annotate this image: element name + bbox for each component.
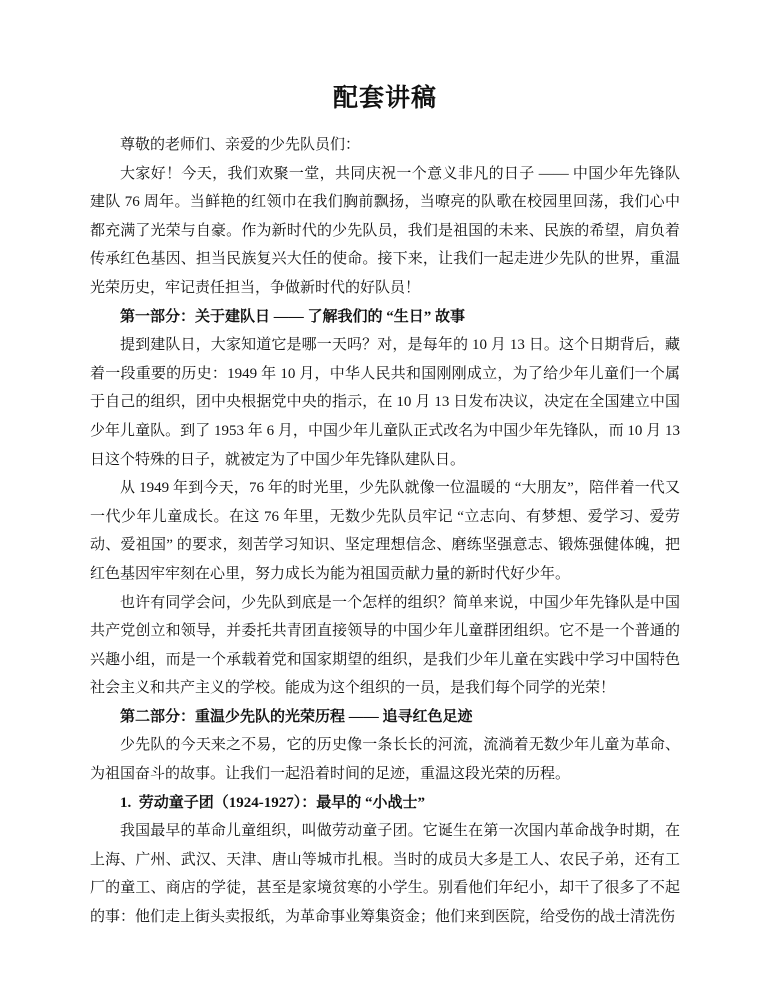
heading-1-labor-children-corps: 1. 劳动童子团（1924-1927）：最早的 “小战士” bbox=[120, 794, 425, 811]
paragraph-founding-day-history: 提到建队日，大家知道它是哪一天吗？对，是每年的 10 月 13 日。这个日期背后，藏着一段重要的历史：1949 年 10 月，中华人民共和国刚刚成立，为了给少年儿童们一个属于自己的组织，团中央根据党中央的指示，在 10 月 13 日发布决议，决定在全国建立中国少年儿童队。到了 1953 年 6 月，中国少年儿童队正式改名为中国少年先锋队，而 10 月 13 日这个特殊的日子，就被定为了中国少年先锋队建队日。 bbox=[90, 337, 680, 468]
heading-part-1-founding-day: 第一部分：关于建队日 —— 了解我们的 “生日” 故事 bbox=[120, 308, 466, 325]
paragraph-labor-children-corps-detail: 我国最早的革命儿童组织，叫做劳动童子团。它诞生在第一次国内革命战争时期，在上海、广州、武汉、天津、唐山等城市扎根。当时的成员大多是工人、农民子弟，还有工厂的童工、商店的学徒，甚至是家境贫寒的小学生。别看他们年纪小，却干了很多了不起的事：他们走上街头卖报纸，为革命事业筹集资金；他们来到医院，给受伤的战士清洗伤 bbox=[90, 823, 680, 926]
paragraph-76-years-companion: 从 1949 年到今天，76 年的时光里，少先队就像一位温暖的 “大朋友”，陪伴着一代又一代少年儿童成长。在这 76 年里，无数少先队员牢记 “立志向、有梦想、爱学习、爱劳动、爱祖国” 的要求，刻苦学习知识、坚定理想信念、磨练坚强意志、锻炼强健体魄，把红色基因牢牢刻在心里，努力成长为能为祖国贡献力量的新时代好少年。 bbox=[90, 480, 680, 582]
paragraph-salutation: 尊敬的老师们、亲爱的少先队员们： bbox=[120, 137, 361, 153]
paragraph-history-river: 少先队的今天来之不易，它的历史像一条长长的河流，流淌着无数少年儿童为革命、为祖国奋斗的故事。让我们一起沿着时间的足迹，重温这段光荣的历程。 bbox=[90, 737, 680, 783]
heading-part-2-glorious-history: 第二部分：重温少先队的光荣历程 —— 追寻红色足迹 bbox=[120, 708, 473, 725]
paragraph-what-is-the-organization: 也许有同学会问，少先队到底是一个怎样的组织？简单来说，中国少年先锋队是中国共产党创立和领导，并委托共青团直接领导的中国少年儿童群团组织。它不是一个普通的兴趣小组，而是一个承载着党和国家期望的组织，是我们少年儿童在实践中学习中国特色社会主义和共产主义的学校。能成为这个组织的一员，是我们每个同学的光荣！ bbox=[90, 594, 680, 697]
paragraph-opening-greeting: 大家好！今天，我们欢聚一堂，共同庆祝一个意义非凡的日子 —— 中国少年先锋队建队 76 周年。当鲜艳的红领巾在我们胸前飘扬，当嘹亮的队歌在校园里回荡，我们心中都充满了光荣与自豪。作为新时代的少先队员，我们是祖国的未来、民族的希望，肩负着传承红色基因、担当民族复兴大任的使命。接下来，让我们一起走进少先队的世界，重温光荣历史，牢记责任担当，争做新时代的好队员！ bbox=[90, 165, 680, 296]
document-title: 配套讲稿 bbox=[332, 85, 437, 112]
